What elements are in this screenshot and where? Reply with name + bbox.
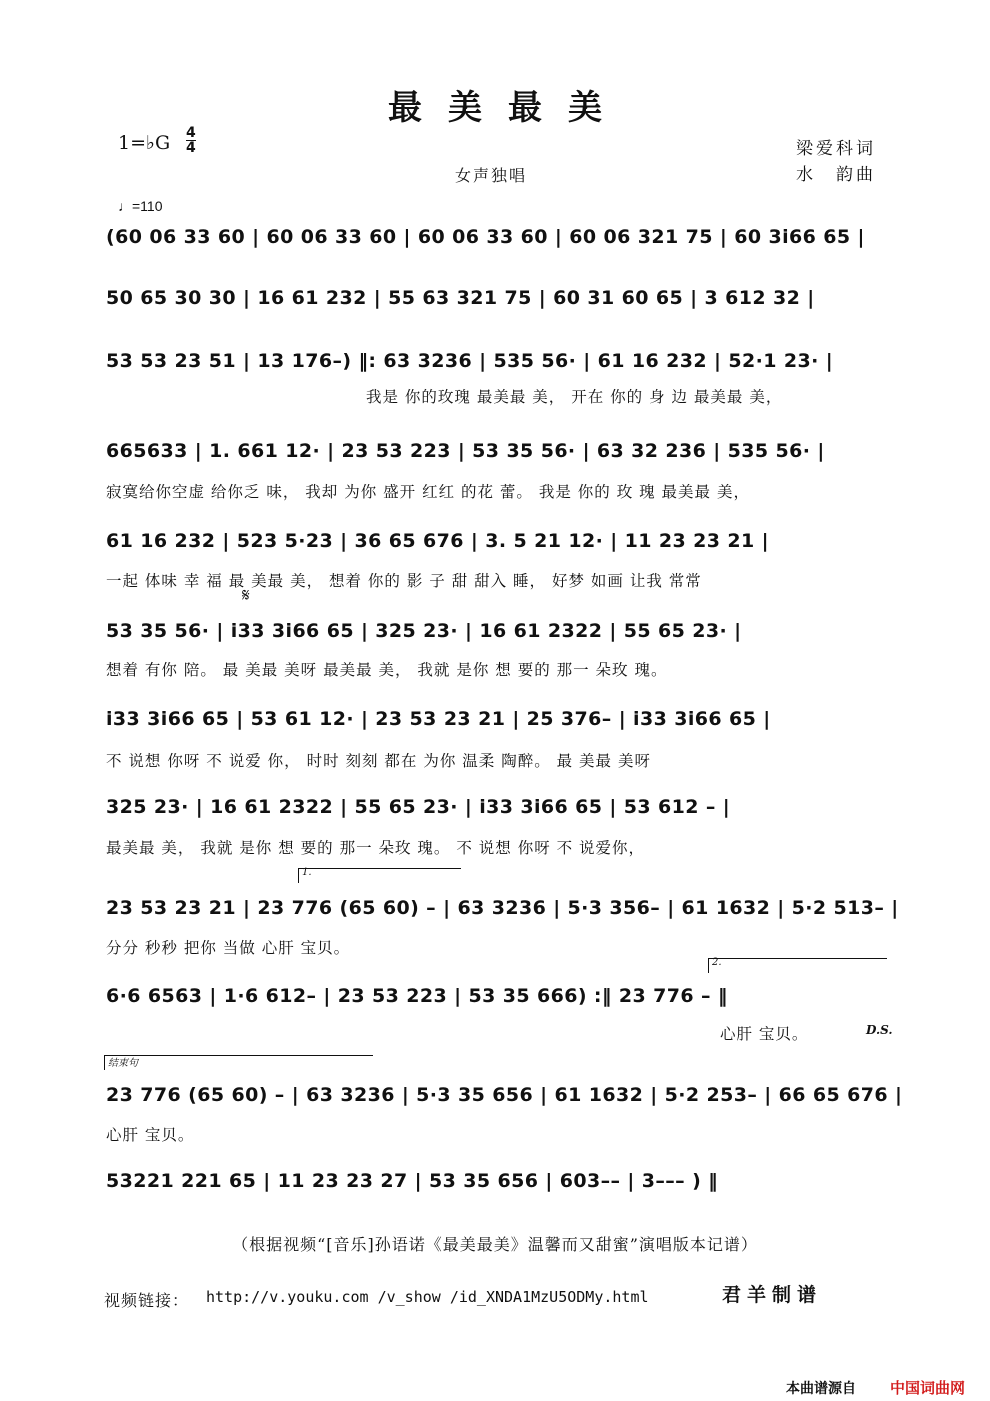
lyrics-row-3: 我是 你的玫瑰 最美最 美， 开在 你的 身 边 最美最 美， [366, 388, 783, 406]
score-row-9: 23 53 23 21 | 23 776 (65 60) – | 63 3236 | 5·3 356– | 61 1632 | 5·2 513– | [106, 897, 899, 919]
lyricist-credit: 梁爱科词 [796, 139, 876, 159]
lyrics-row-10: 心肝 宝贝。 [720, 1025, 809, 1043]
lyrics-row-8: 最美最 美， 我就 是你 想 要的 那一 朵玫 瑰。 不 说想 你呀 不 说爱你， [106, 839, 646, 857]
score-row-10: 6·6 6563 | 1·6 612– | 23 53 223 | 53 35 666) :‖ 23 776 – ‖ [106, 985, 728, 1007]
lyrics-row-4: 寂寞给你空虚 给你乏 味， 我却 为你 盛开 红红 的花 蕾。 我是 你的 玫 瑰 最美最 美， [106, 483, 750, 501]
arranger-credit: 君羊制谱 [722, 1284, 823, 1306]
meter-top: 4 [186, 125, 196, 141]
lyrics-row-6: 想着 有你 陪。 最 美最 美呀 最美最 美， 我就 是你 想 要的 那一 朵玫 瑰。 [106, 661, 668, 679]
volta-ending-phrase [104, 1055, 373, 1070]
tempo-marking: ♩=110 [118, 198, 163, 214]
performer-label: 女声独唱 [455, 166, 528, 185]
song-title: 最美最美 [388, 88, 628, 128]
dal-segno-mark: D.S. [866, 1023, 893, 1037]
video-link-label: 视频链接： [104, 1291, 190, 1310]
score-row-6: 53 35 56· | i33 3i66 65 | 325 23· | 16 61 2322 | 55 65 23· | [106, 620, 742, 642]
video-link-url[interactable]: http://v.youku.com /v_show /id_XNDA1MzU5ODMy.html [206, 1288, 649, 1306]
volta-second-label: 2. [712, 957, 722, 968]
score-row-7: i33 3i66 65 | 53 61 12· | 23 53 23 21 | 25 376– | i33 3i66 65 | [106, 708, 771, 730]
lyrics-row-11: 心肝 宝贝。 [106, 1126, 195, 1144]
ending-phrase-label: 结束句 [108, 1058, 138, 1069]
lyrics-row-5: 一起 体味 幸 福 最 美最 美， 想着 你的 影 子 甜 甜入 睡， 好梦 如画 让我 常常 [106, 572, 702, 590]
volta-first-ending [298, 868, 461, 883]
score-row-1: (60 06 33 60 | 60 06 33 60 | 60 06 33 60 | 60 06 321 75 | 60 3i66 65 | [106, 226, 865, 248]
segno-sign: 𝄋 [242, 585, 250, 606]
meter-bottom: 4 [186, 140, 196, 156]
score-row-5: 61 16 232 | 523 5·23 | 36 65 676 | 3. 5 21 12· | 11 23 23 21 | [106, 530, 769, 552]
composer-credit: 水 韵曲 [796, 165, 876, 185]
score-row-2: 50 65 30 30 | 16 61 232 | 55 63 321 75 | 60 31 60 65 | 3 612 32 | [106, 287, 815, 309]
lyrics-row-9: 分分 秒秒 把你 当做 心肝 宝贝。 [106, 939, 351, 957]
key-signature: 1=♭G [118, 132, 171, 154]
source-site-link[interactable]: 中国词曲网 [890, 1379, 966, 1397]
lyrics-row-7: 不 说想 你呀 不 说爱 你， 时时 刻刻 都在 为你 温柔 陶醉。 最 美最 美呀 [106, 752, 651, 770]
score-row-4: 665633 | 1. 661 12· | 23 53 223 | 53 35 56· | 63 32 236 | 535 56· | [106, 440, 825, 462]
source-label: 本曲谱源自 [786, 1381, 856, 1397]
score-row-12: 53221 221 65 | 11 23 23 27 | 53 35 656 | 603–– | 3––– ) ‖ [106, 1170, 719, 1192]
volta-second-ending [708, 958, 887, 973]
score-row-3: 53 53 23 51 | 13 176–) ‖: 63 3236 | 535 56· | 61 16 232 | 52·1 23· | [106, 350, 834, 372]
score-row-8: 325 23· | 16 61 2322 | 55 65 23· | i33 3i66 65 | 53 612 – | [106, 796, 731, 818]
time-signature [186, 126, 196, 155]
transcription-note: （根据视频“[音乐]孙语诺《最美最美》温馨而又甜蜜”演唱版本记谱） [232, 1235, 758, 1254]
score-row-11: 23 776 (65 60) – | 63 3236 | 5·3 35 656 | 61 1632 | 5·2 253– | 66 65 676 | [106, 1084, 903, 1106]
volta-first-label: 1. [302, 867, 312, 878]
